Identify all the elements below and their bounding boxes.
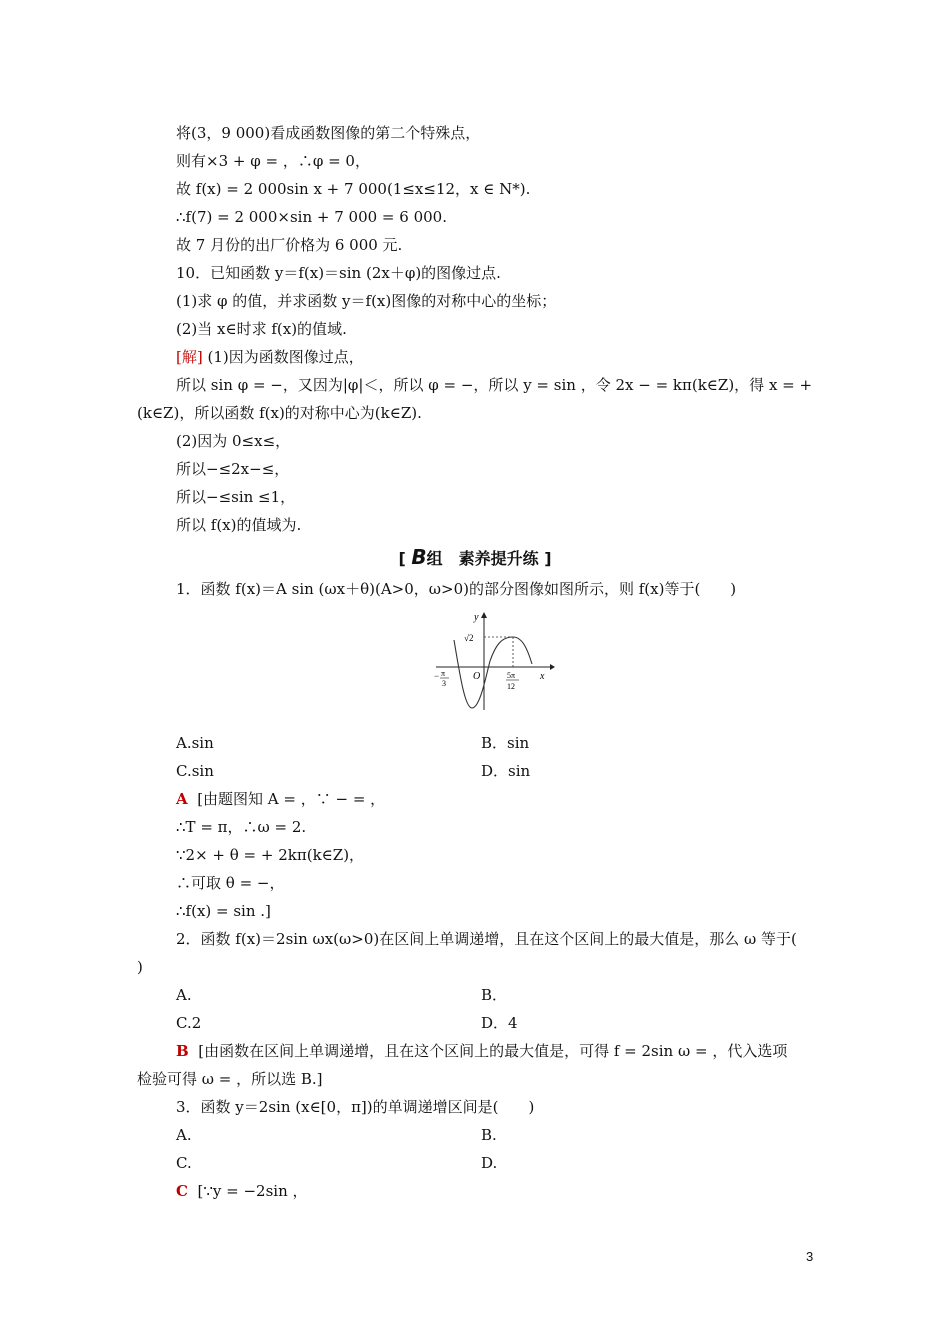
q3-option-d: D. — [481, 1154, 498, 1172]
text-line: 检验可得 ω = ，所以选 B.] — [137, 1070, 323, 1088]
section-header — [0, 545, 950, 569]
q1-option-d: D．sin — [481, 762, 531, 780]
question-2-stem: 2．函数 f(x)＝2sin ωx(ω>0)在区间上单调递增，且在这个区间上的最大值是，那么 ω 等于( — [176, 930, 797, 948]
q3-solution-text: [∵y = −2sin ， — [197, 1182, 308, 1200]
q1-option-a: A.sin — [176, 734, 214, 752]
y-axis-label: y — [474, 612, 479, 623]
peak-label: √2 — [464, 633, 474, 643]
bracket-left: [ — [398, 549, 412, 568]
left-tick-den: 3 — [442, 679, 446, 688]
text-line: 则有×3 + φ = ，∴φ = 0， — [176, 152, 370, 170]
text-line: 所以−≤sin ≤1， — [176, 488, 296, 506]
text-line: ∵2× + θ = + 2kπ(k∈Z)， — [176, 846, 365, 864]
right-tick-den: 12 — [507, 682, 515, 691]
q1-option-b: B．sin — [481, 734, 530, 752]
page-number: 3 — [806, 1249, 814, 1264]
q1-option-c: C.sin — [176, 762, 214, 780]
right-tick-num: 5π — [507, 671, 516, 680]
q1-answer: A — [176, 790, 188, 808]
q2-option-b: B． — [481, 986, 508, 1004]
left-tick-num: π — [441, 669, 446, 678]
q2-answer: B — [176, 1042, 189, 1060]
text-line: ∴f(x) = sin .] — [176, 902, 271, 920]
text-line: 所以 f(x)的值域为. — [176, 516, 302, 534]
q3-option-a: A. — [176, 1126, 192, 1144]
question-10-part2: (2)当 x∈时求 f(x)的值域. — [176, 320, 347, 338]
text-line: 故 7 月份的出厂价格为 6 000 元. — [176, 236, 403, 254]
solution-text: (1)因为函数图像过点， — [207, 348, 364, 366]
y-arrow — [481, 612, 487, 618]
section-title: 组 素养提升练 — [426, 549, 539, 568]
origin-label: O — [473, 671, 481, 682]
section-letter: B — [411, 545, 427, 569]
sine-curve — [454, 637, 532, 708]
bracket-right: ] — [538, 549, 552, 568]
text-line: (2)因为 0≤x≤， — [176, 432, 291, 450]
solution-line — [176, 347, 364, 367]
text-line: 所以−≤2x−≤， — [176, 460, 290, 478]
q3-option-b: B. — [481, 1126, 497, 1144]
question-10-stem: 10．已知函数 y＝f(x)＝sin (2x＋φ)的图像过点. — [176, 264, 501, 282]
text-line: 所以 sin φ = −，又因为|φ|＜，所以 φ = −，所以 y = sin ，令 2x − = kπ(k∈Z)，得 x = + — [176, 376, 813, 394]
x-arrow — [550, 664, 555, 670]
q1-solution-line — [176, 789, 385, 809]
text-line: ∴可取 θ = −， — [176, 874, 285, 892]
text-line: ∴T = π，∴ω = 2. — [176, 818, 307, 836]
text-line: ∴f(7) = 2 000×sin + 7 000 = 6 000. — [176, 208, 447, 226]
x-axis-label: x — [540, 671, 545, 682]
solution-label: [解] — [176, 348, 203, 366]
question-2-stem-cont: ) — [137, 958, 143, 976]
q2-option-a: A. — [176, 986, 192, 1004]
q3-option-c: C. — [176, 1154, 192, 1172]
q2-solution-text: [由函数在区间上单调递增，且在这个区间上的最大值是，可得 f = 2sin ω = ，代入选项 — [198, 1042, 788, 1060]
left-tick-sign: − — [434, 671, 440, 681]
question-1-stem: 1．函数 f(x)＝A sin (ωx＋θ)(A>0，ω>0)的部分图像如图所示，则 f(x)等于( ) — [176, 580, 737, 598]
q2-option-c: C.2 — [176, 1014, 202, 1032]
text-line: 故 f(x) = 2 000sin x + 7 000(1≤x≤12，x ∈ N*). — [176, 180, 531, 198]
question-3-stem: 3．函数 y＝2sin (x∈[0，π])的单调递增区间是( ) — [176, 1098, 535, 1116]
text-line: 将(3，9 000)看成函数图像的第二个特殊点， — [176, 124, 481, 142]
q2-option-d: D．4 — [481, 1014, 518, 1032]
question-10-part1: (1)求 φ 的值，并求函数 y＝f(x)图像的对称中心的坐标； — [176, 292, 557, 310]
q2-solution-line — [176, 1041, 787, 1061]
q3-answer: C — [176, 1182, 188, 1200]
q3-solution-line — [176, 1181, 308, 1201]
sine-graph — [428, 606, 558, 716]
text-line: (k∈Z)，所以函数 f(x)的对称中心为(k∈Z). — [137, 404, 422, 422]
q1-solution-text: [由题图知 A = ，∵ − = ， — [197, 790, 386, 808]
